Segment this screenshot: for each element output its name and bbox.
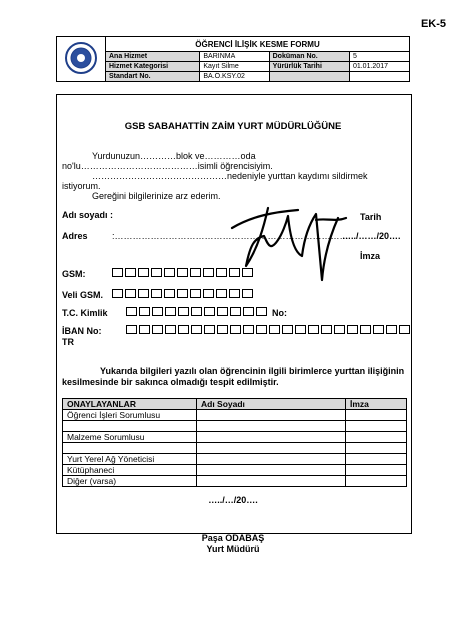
iban-label: İBAN No:	[62, 326, 102, 336]
name-label: Adı soyadı :	[62, 210, 114, 220]
standard-no-label: Standart No.	[106, 72, 200, 82]
main-service-value: BARINMA	[200, 52, 269, 62]
approval-row	[63, 432, 407, 443]
approver-name-cell[interactable]	[197, 410, 346, 421]
approver-role: Kütüphaneci	[63, 465, 197, 476]
approval-row	[63, 443, 407, 454]
approver-name-cell[interactable]	[197, 454, 346, 465]
header-empty-label	[269, 72, 349, 82]
gsm-label: GSM:	[62, 269, 86, 279]
effective-date-label: Yürürlük Tarihi	[269, 62, 349, 72]
tc-id-label: T.C. Kimlik	[62, 308, 108, 318]
approval-row	[63, 476, 407, 487]
address-field[interactable]: :……………………………………………………………………	[112, 231, 349, 241]
tc-id-boxes[interactable]	[126, 307, 269, 316]
request-line-1: Yurdunuzun…………blok ve…………oda	[92, 151, 256, 161]
approver-role: Diğer (varsa)	[63, 476, 197, 487]
date-label: Tarih	[360, 212, 382, 222]
document-no-label: Doküman No.	[269, 52, 349, 62]
form-header-table	[56, 36, 410, 82]
approver-name-cell[interactable]	[197, 421, 346, 432]
approver-role	[63, 443, 197, 454]
document-no-value: 5	[349, 52, 409, 62]
request-line-4: istiyorum.	[62, 181, 101, 191]
standard-no-value: BA.Ö.KSY.02	[200, 72, 269, 82]
statement-line-1: Yukarıda bilgileri yazılı olan öğrencinin ilgili birimlerce yurttan ilişiğinin	[100, 366, 405, 376]
approver-role: Malzeme Sorumlusu	[63, 432, 197, 443]
seal-icon	[57, 38, 105, 78]
form-title: ÖĞRENCİ İLİŞİK KESME FORMU	[106, 37, 410, 52]
request-line-2: no'lu…………………………………isimli öğrencisiyim.	[62, 161, 273, 171]
approval-row	[63, 454, 407, 465]
header-empty-value	[349, 72, 409, 82]
approver-role: Yurt Yerel Ağ Yöneticisi	[63, 454, 197, 465]
ministry-logo	[57, 37, 106, 82]
effective-date-value: 01.01.2017	[349, 62, 409, 72]
approver-signature-cell[interactable]	[346, 421, 407, 432]
name-header: Adı Soyadı	[197, 399, 346, 410]
approver-name-cell[interactable]	[197, 443, 346, 454]
approval-row	[63, 410, 407, 421]
approver-signature-cell[interactable]	[346, 410, 407, 421]
statement-line-2: kesilmesinde bir sakınca olmadığı tespit edilmiştir.	[62, 377, 279, 387]
date-field[interactable]: …../……/20….	[342, 231, 401, 241]
footer-date[interactable]: …../…/20….	[208, 495, 258, 505]
tc-no-label: No:	[272, 308, 287, 318]
approver-name-cell[interactable]	[197, 432, 346, 443]
parent-gsm-label: Veli GSM.	[62, 290, 104, 300]
approval-row	[63, 421, 407, 432]
approver-name-cell[interactable]	[197, 476, 346, 487]
approval-row	[63, 465, 407, 476]
iban-tr-label: TR	[62, 337, 74, 347]
request-line-3: ………………………………………nedeniyle yurttan kaydımı sildirmek	[92, 171, 368, 181]
service-category-value: Kayıt Silme	[200, 62, 269, 72]
form-code: EK-5	[420, 18, 446, 30]
addressee-heading: GSB SABAHATTİN ZAİM YURT MÜDÜRLÜĞÜNE	[124, 121, 342, 132]
request-line-5: Gereğini bilgilerinize arz ederim.	[92, 191, 221, 201]
director-name: Paşa ODABAŞ	[201, 533, 265, 543]
approver-signature-cell[interactable]	[346, 432, 407, 443]
approvers-header: ONAYLAYANLAR	[63, 399, 197, 410]
approver-signature-cell[interactable]	[346, 465, 407, 476]
gsm-boxes[interactable]	[112, 268, 255, 277]
iban-boxes[interactable]	[126, 325, 412, 334]
address-label: Adres	[62, 231, 88, 241]
main-service-label: Ana Hizmet	[106, 52, 200, 62]
approver-role	[63, 421, 197, 432]
approvals-table	[62, 398, 407, 487]
approver-signature-cell[interactable]	[346, 454, 407, 465]
signature-header: İmza	[346, 399, 407, 410]
director-title: Yurt Müdürü	[206, 544, 260, 554]
signature-label: İmza	[360, 251, 381, 261]
approver-signature-cell[interactable]	[346, 443, 407, 454]
parent-gsm-boxes[interactable]	[112, 289, 255, 298]
approver-role: Öğrenci İşleri Sorumlusu	[63, 410, 197, 421]
service-category-label: Hizmet Kategorisi	[106, 62, 200, 72]
approver-name-cell[interactable]	[197, 465, 346, 476]
approver-signature-cell[interactable]	[346, 476, 407, 487]
